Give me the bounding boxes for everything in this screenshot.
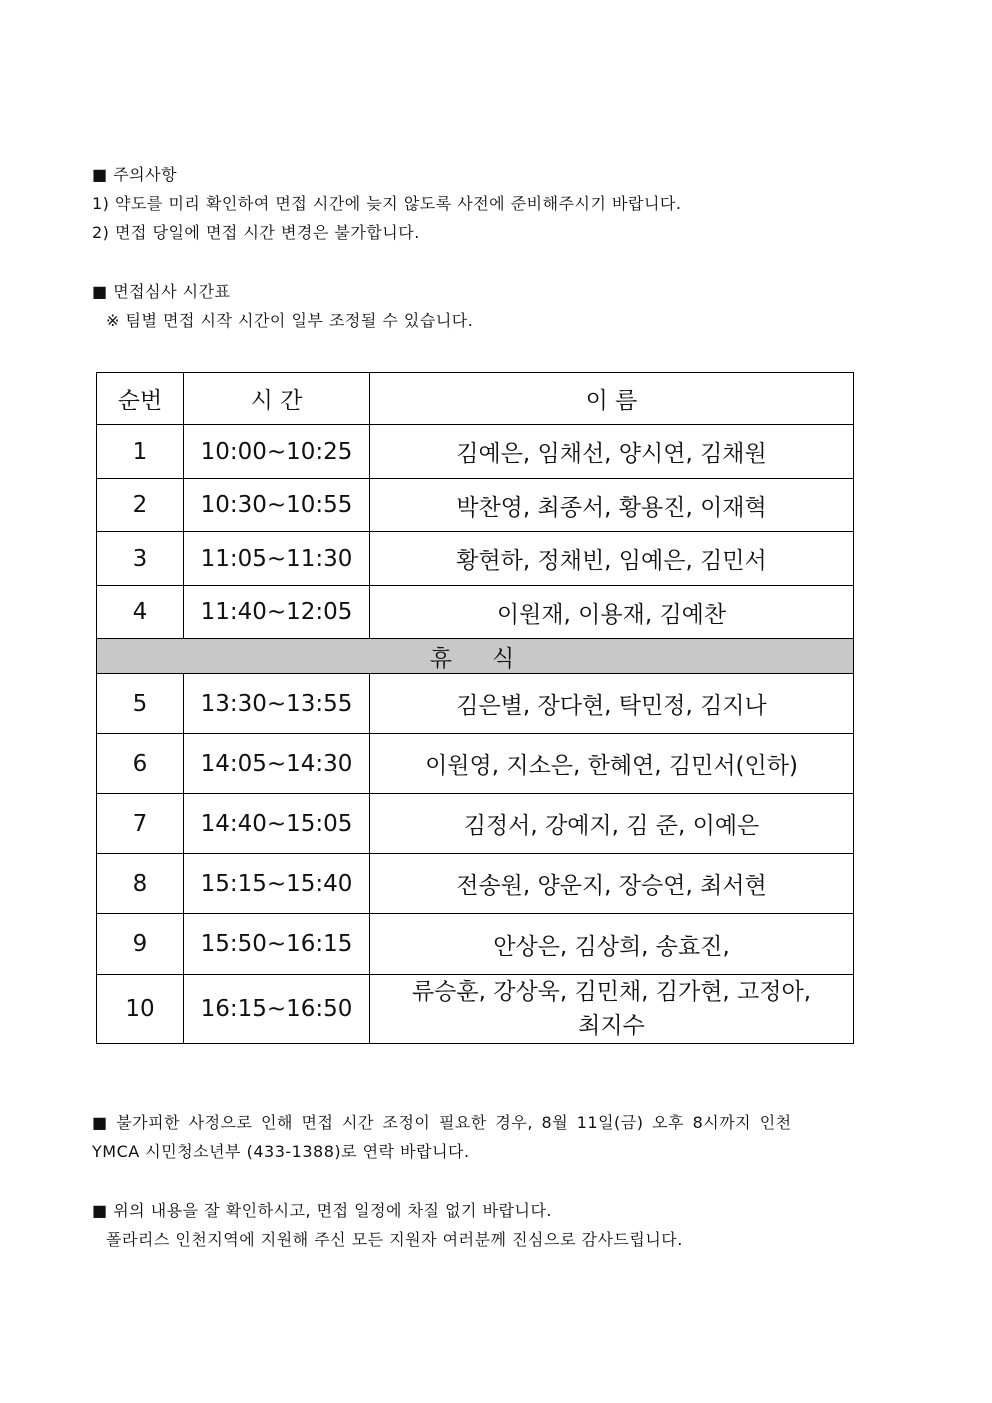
notice-item-2: 2) 면접 당일에 면접 시간 변경은 불가합니다. — [92, 223, 420, 242]
contact-line-2: YMCA 시민청소년부 (433-1388)로 연락 바랍니다. — [92, 1142, 470, 1161]
row-names — [370, 975, 854, 1044]
row-number: 9 — [97, 914, 184, 975]
table-row — [97, 532, 854, 586]
row-time: 15:50~16:15 — [184, 914, 370, 975]
row-time: 13:30~13:55 — [184, 674, 370, 734]
row-time: 14:05~14:30 — [184, 734, 370, 794]
table-row — [97, 734, 854, 794]
row-names: 이원영, 지소은, 한혜연, 김민서(인하) — [370, 734, 854, 794]
row-time: 10:00~10:25 — [184, 425, 370, 479]
row-number: 2 — [97, 479, 184, 532]
row-number: 5 — [97, 674, 184, 734]
row-names: 김은별, 장다현, 탁민정, 김지나 — [370, 674, 854, 734]
row-names: 김예은, 임채선, 양시연, 김채원 — [370, 425, 854, 479]
row-time: 16:15~16:50 — [184, 975, 370, 1044]
table-row — [97, 914, 854, 975]
break-label: 휴식 — [97, 639, 854, 674]
row-number: 3 — [97, 532, 184, 586]
notice-section — [92, 160, 902, 247]
contact-line-1: ■ 불가피한 사정으로 인해 면접 시간 조정이 필요한 경우, 8월 11일(금) 오후 8시까지 인천 — [92, 1113, 792, 1132]
row-names: 이원재, 이용재, 김예찬 — [370, 586, 854, 639]
header-time: 시 간 — [184, 373, 370, 425]
row-number: 1 — [97, 425, 184, 479]
break-row — [97, 639, 854, 674]
table-header-row — [97, 373, 854, 425]
row-time: 10:30~10:55 — [184, 479, 370, 532]
notice-heading: ■ 주의사항 — [92, 165, 178, 184]
row-number: 6 — [97, 734, 184, 794]
row-names: 박찬영, 최종서, 황용진, 이재혁 — [370, 479, 854, 532]
row-time: 11:40~12:05 — [184, 586, 370, 639]
table-row — [97, 854, 854, 914]
notice-item-1: 1) 약도를 미리 확인하여 면접 시간에 늦지 않도록 사전에 준비해주시기 바랍니다. — [92, 194, 682, 213]
closing-line-2: 폴라리스 인천지역에 지원해 주신 모든 지원자 여러분께 진심으로 감사드립니다. — [106, 1230, 683, 1249]
header-order: 순번 — [97, 373, 184, 425]
timetable-heading: ■ 면접심사 시간표 — [92, 282, 231, 301]
timetable-note: ※ 팀별 면접 시작 시간이 일부 조정될 수 있습니다. — [106, 311, 474, 330]
row-names: 황현하, 정채빈, 임예은, 김민서 — [370, 532, 854, 586]
schedule-table — [96, 372, 854, 1044]
row-number: 10 — [97, 975, 184, 1044]
closing-line-1: ■ 위의 내용을 잘 확인하시고, 면접 일정에 차질 없기 바랍니다. — [92, 1201, 553, 1220]
row-time: 11:05~11:30 — [184, 532, 370, 586]
closing-section — [92, 1196, 902, 1254]
row-names: 전송원, 양운지, 장승연, 최서현 — [370, 854, 854, 914]
contact-section — [92, 1108, 902, 1166]
row-number: 4 — [97, 586, 184, 639]
table-row — [97, 674, 854, 734]
row-names: 안상은, 김상희, 송효진, — [370, 914, 854, 975]
row-number: 7 — [97, 794, 184, 854]
row-time: 15:15~15:40 — [184, 854, 370, 914]
table-row — [97, 975, 854, 1044]
row-names-line-1: 류승훈, 강상욱, 김민채, 김가현, 고정아, — [411, 979, 812, 1005]
table-row — [97, 586, 854, 639]
header-names: 이 름 — [370, 373, 854, 425]
table-row — [97, 794, 854, 854]
row-names-line-2: 최지수 — [578, 1013, 645, 1039]
row-number: 8 — [97, 854, 184, 914]
timetable-section — [92, 277, 902, 335]
row-time: 14:40~15:05 — [184, 794, 370, 854]
row-names: 김정서, 강예지, 김 준, 이예은 — [370, 794, 854, 854]
table-row — [97, 479, 854, 532]
table-row — [97, 425, 854, 479]
